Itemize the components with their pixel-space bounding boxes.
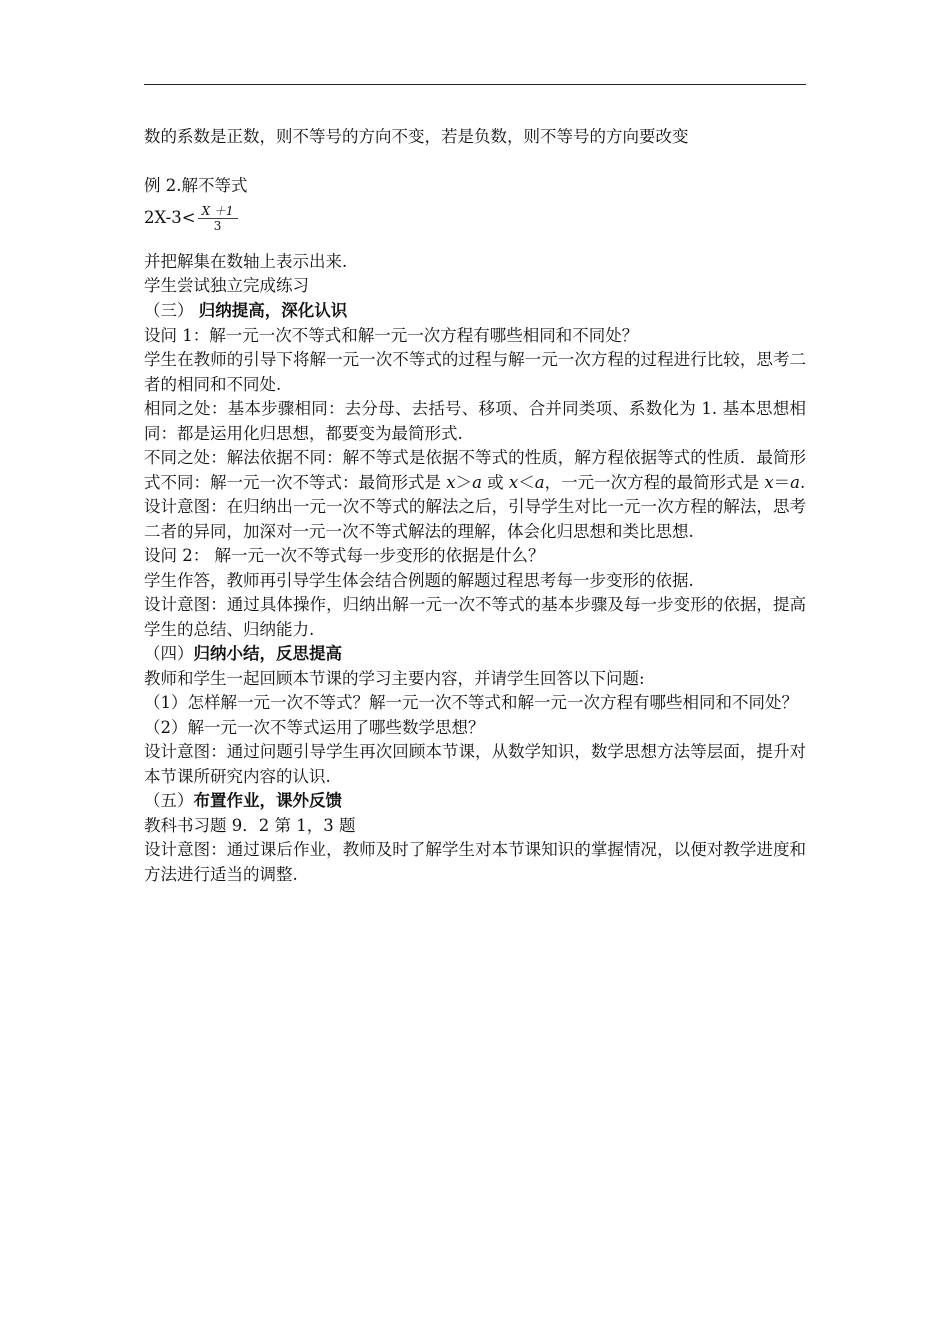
- section-four-intro: 教师和学生一起回顾本节课的学习主要内容，并请学生回答以下问题:: [144, 668, 645, 688]
- summary-item-2: （2）解一元一次不等式运用了哪些数学思想？: [144, 717, 485, 737]
- example-practice: 学生尝试独立完成练习: [144, 276, 309, 295]
- design-intent-4: 设计意图：通过课后作业，教师及时了解学生对本节课知识的掌握情况，以便对教学进度和方法进行适当的调整.: [144, 840, 806, 884]
- example-inequality: [144, 204, 238, 233]
- header-rule: [144, 84, 806, 85]
- paragraph-diff: 不同之处：解法依据不同：解不等式是依据不等式的性质，解方程依据等式的性质．最简形式不同：解一元一次不等式：最简形式是 x＞a 或 x＜a，一元一次方程的最简形式是 x＝a.: [144, 448, 806, 492]
- inequality-lhs: 2X-3<: [144, 208, 196, 227]
- homework: 教科书习题 9．2 第 1，3 题: [144, 815, 356, 835]
- example-title: 例 2.解不等式: [144, 176, 248, 195]
- design-intent-3: 设计意图：通过问题引导学生再次回顾本节课，从数学知识，数学思想方法等层面，提升对本节课所研究内容的认识.: [144, 742, 806, 786]
- paragraph-same: 相同之处：基本步骤相同：去分母、去括号、移项、合并同类项、系数化为 1. 基本思想相同：都是运用化归思想，都要变为最简形式.: [144, 399, 806, 443]
- section-three-heading: （三） 归纳提高，深化认识: [144, 301, 348, 320]
- question-2: 设问 2： 解一元一次不等式每一步变形的依据是什么？: [144, 546, 545, 565]
- section-three: [144, 299, 806, 887]
- design-intent-2: 设计意图：通过具体操作，归纳出解一元一次不等式的基本步骤及每一步变形的依据，提高学生的总结、归纳能力.: [144, 595, 806, 639]
- fraction-numerator: X ＋1: [198, 204, 238, 219]
- paragraph-answer: 学生作答，教师再引导学生体会结合例题的解题过程思考每一步变形的依据.: [144, 570, 694, 590]
- question-1: 设问 1：解一元一次不等式和解一元一次方程有哪些相同和不同处？: [144, 325, 639, 345]
- section-five-heading: （五）布置作业，课外反馈: [144, 791, 342, 810]
- fraction: [198, 204, 238, 233]
- example-instruction: 并把解集在数轴上表示出来.: [144, 252, 348, 271]
- summary-item-1: （1）怎样解一元一次不等式？解一元一次不等式和解一元一次方程有哪些相同和不同处？: [144, 693, 798, 712]
- intro-line: 数的系数是正数，则不等号的方向不变，若是负数，则不等号的方向要改变: [144, 127, 689, 146]
- paragraph-compare: 学生在教师的引导下将解一元一次不等式的过程与解一元一次方程的过程进行比较，思考二者的相同和不同处.: [144, 350, 806, 394]
- section-four-heading: （四）归纳小结，反思提高: [144, 644, 342, 663]
- fraction-denominator: 3: [213, 219, 222, 233]
- design-intent-1: 设计意图：在归纳出一元一次不等式的解法之后，引导学生对比一元一次方程的解法，思考二者的异同，加深对一元一次不等式解法的理解，体会化归思想和类比思想.: [144, 497, 806, 541]
